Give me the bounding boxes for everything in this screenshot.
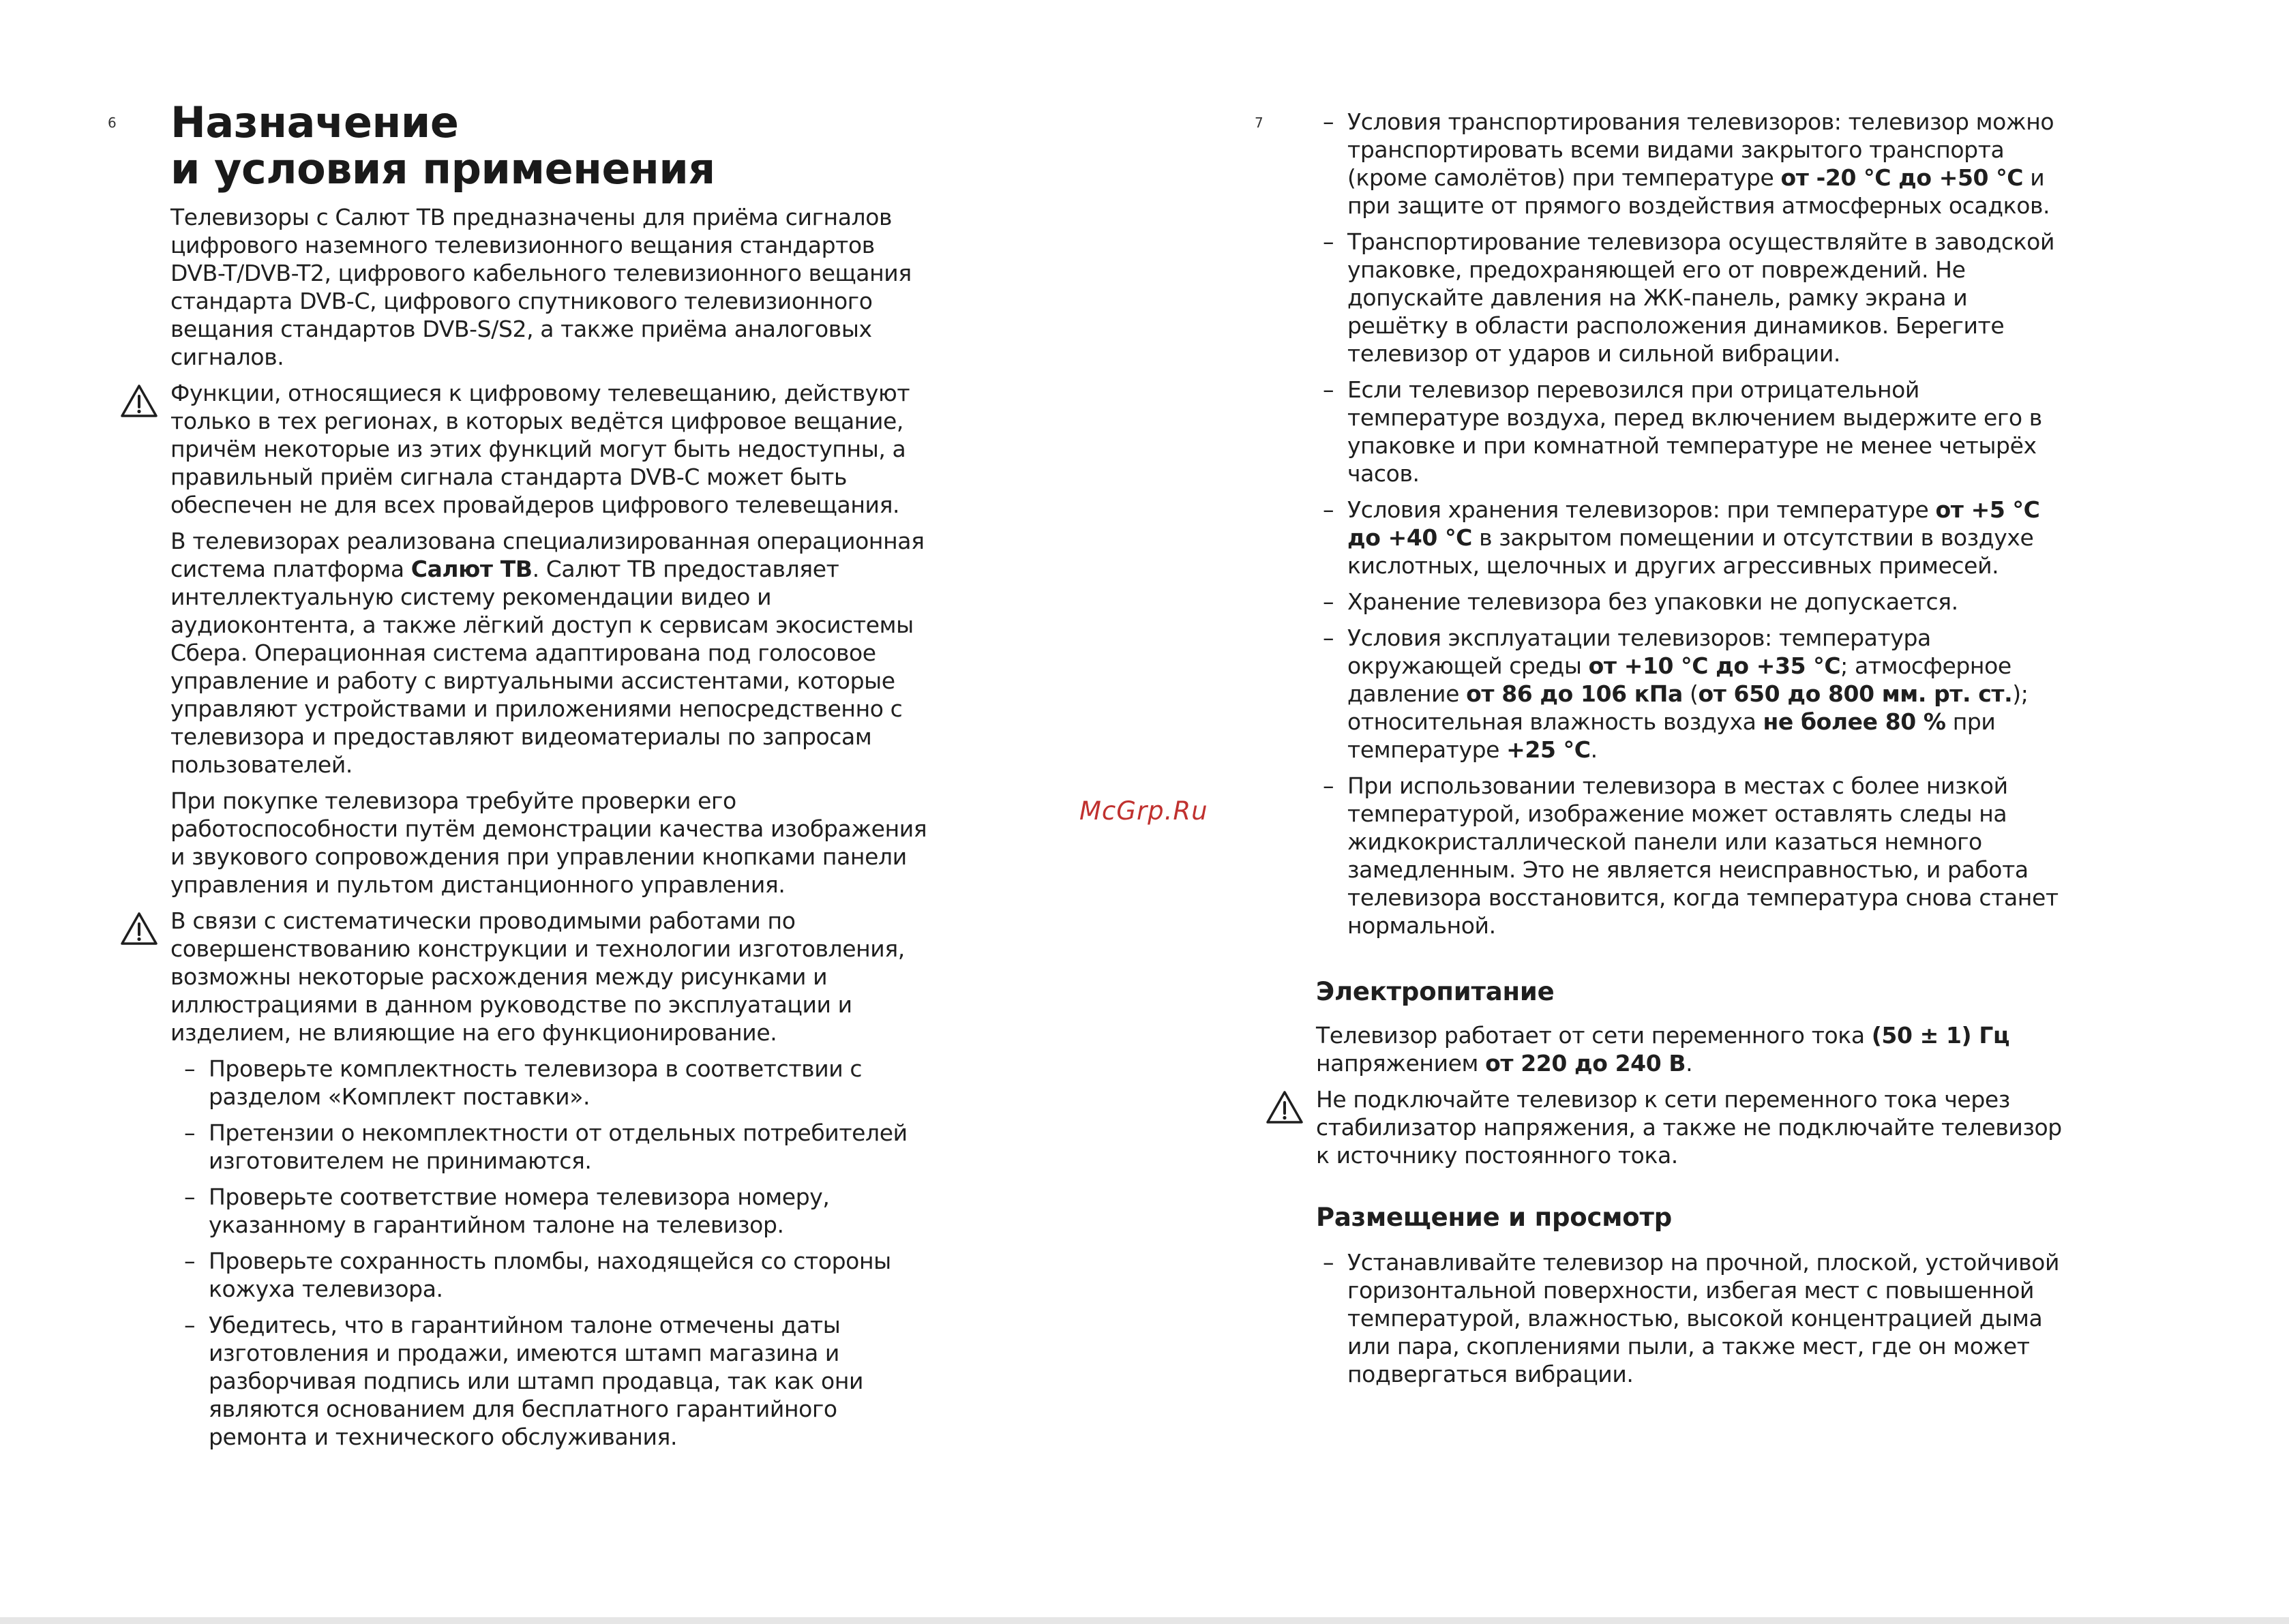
section-heading-placement: Размещение и просмотр — [1316, 1203, 1672, 1232]
list-item: – Устанавливайте телевизор на прочной, плоской, устойчивой горизонтальной поверхности, избегая мест с повышенной температурой, влажностью, высокой концентрацией дыма или пара, скоплениями пыли, а также мест, где он может подвергаться вибрации. — [1316, 1248, 2066, 1388]
warning-block-design — [170, 907, 927, 1047]
list-item: – При использовании телевизора в местах с более низкой температурой, изображение может оставлять следы на жидкокристаллической панели или казаться немного замедленным. Это не является неисправностью, и работа телевизора восстановится, когда температура снова станет нормальной. — [1316, 772, 2066, 939]
right-column — [1316, 108, 2066, 1388]
page-bottom-edge — [0, 1617, 2289, 1624]
left-column — [170, 97, 927, 1451]
warning-text-design: В связи с систематически проводимыми работами по совершенствованию конструкции и технологии изготовления, возможны некоторые расхождения между рисунками и иллюстрациями в данном руководстве по эксплуатации и изделием, не влияющие на его функционирование. — [170, 907, 905, 1046]
warning-block-power — [1316, 1085, 2066, 1169]
warning-text-digital: Функции, относящиеся к цифровому телевещанию, действуют только в тех регионах, в которых ведётся цифровое вещание, причём некоторые из этих функций могут быть недоступны, а правильный приём сигнала стандарта DVB-C может быть обеспечен не для всех провайдеров цифрового телевещания. — [170, 380, 910, 518]
page-title — [170, 97, 927, 194]
list-item: – Хранение телевизора без упаковки не допускается. — [1316, 588, 2066, 616]
list-item: – Убедитесь, что в гарантийном талоне отмечены даты изготовления и продажи, имеются штамп магазина и разборчивая подпись или штамп продавца, так как они являются основанием для бесплатного гарантийного ремонта и технического обслуживания. — [177, 1311, 927, 1451]
title-line-2: и условия применения — [170, 144, 715, 194]
list-item: – Условия транспортирования телевизоров: телевизор можно транспортировать всеми видами закрытого транспорта (кроме самолётов) при температуре от -20 °C до +50 °C и при защите от прямого воздействия атмосферных осадков. — [1316, 108, 2066, 220]
purchase-paragraph: При покупке телевизора требуйте проверки его работоспособности путём демонстрации качества изображения и звукового сопровождения при управлении кнопками панели управления и пультом дистанционного управления. — [170, 787, 927, 898]
os-paragraph: В телевизорах реализована специализированная операционная система платформа Салют ТВ. Салют ТВ предоставляет интеллектуальную систему рекомендации видео и аудиоконтента, а также лёгкий доступ к сервисам экосистемы Сбера. Операционная система адаптирована под голосовое управление и работу с виртуальными ассистентами, которые управляют устройствами и приложениями непосредственно с телевизора и предоставляют видеоматериалы по запросам пользователей. — [170, 528, 925, 778]
right-page — [1132, 0, 2289, 1624]
intro-paragraph: Телевизоры с Салют ТВ предназначены для приёма сигналов цифрового наземного телевизионного вещания стандартов DVB-T/DVB-T2, цифрового кабельного телевизионного вещания стандарта DVB-C, цифрового спутникового телевизионного вещания стандартов DVB-S/S2, а также приёма аналоговых сигналов. — [170, 204, 912, 370]
left-page — [0, 0, 1132, 1624]
list-item: – Если телевизор перевозился при отрицательной температуре воздуха, перед включением выдержите его в упаковке и при комнатной температуре не менее четырёх часов. — [1316, 376, 2066, 487]
check-list — [170, 1055, 927, 1451]
watermark: McGrp.Ru — [1079, 796, 1208, 826]
brand-name: Салют ТВ — [410, 556, 533, 582]
list-item: – Транспортирование телевизора осуществляйте в заводской упаковке, предохраняющей его от повреждений. Не допускайте давления на ЖК-панель, рамку экрана и решётку в области расположения динамиков. Берегите телевизор от ударов и сильной вибрации. — [1316, 228, 2066, 367]
section-heading-power: Электропитание — [1316, 977, 1555, 1006]
page-number-right: 7 — [1255, 115, 1263, 131]
warning-icon — [1266, 1089, 1304, 1125]
warning-icon — [120, 911, 158, 946]
power-paragraph: Телевизор работает от сети переменного тока (50 ± 1) Гц напряжением от 220 до 240 В. — [1316, 1022, 2010, 1077]
title-line-1: Назначение — [170, 97, 459, 147]
list-item: – Условия эксплуатации телевизоров: температура окружающей среды от +10 °C до +35 °C; атмосферное давление от 86 до 106 кПа (от 650 до 800 мм. рт. ст.); относительная влажность воздуха не более 80 % при температуре +25 °C. — [1316, 624, 2066, 764]
warning-text-power: Не подключайте телевизор к сети переменного тока через стабилизатор напряжения, а также не подключайте телевизор к источнику постоянного тока. — [1316, 1086, 2062, 1169]
warning-icon — [120, 383, 158, 419]
list-item: – Условия хранения телевизоров: при температуре от +5 °C до +40 °C в закрытом помещении и отсутствии в воздухе кислотных, щелочных и других агрессивных примесей. — [1316, 496, 2066, 580]
list-item: – Проверьте соответствие номера телевизора номеру, указанному в гарантийном талоне на телевизор. — [177, 1183, 927, 1239]
warning-block-digital — [170, 379, 927, 519]
list-item: – Претензии о некомплектности от отдельных потребителей изготовителем не принимаются. — [177, 1119, 927, 1175]
list-item: – Проверьте комплектность телевизора в соответствии с разделом «Комплект поставки». — [177, 1055, 927, 1111]
page-number-left: 6 — [108, 115, 117, 131]
list-item: – Проверьте сохранность пломбы, находящейся со стороны кожуха телевизора. — [177, 1247, 927, 1303]
